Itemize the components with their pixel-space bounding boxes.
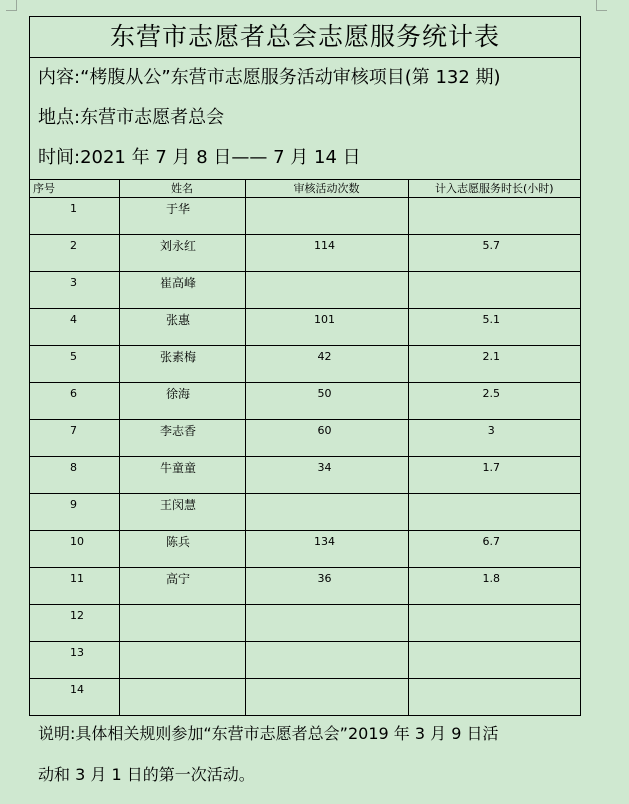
row-name-cell[interactable] bbox=[119, 531, 245, 568]
row-hours-cell[interactable] bbox=[408, 457, 580, 494]
content-line[interactable]: 内容:“栲腹从公”东营市志愿服务活动审核项目(第 132 期) bbox=[38, 67, 501, 88]
row-name-cell-text: 张素梅 bbox=[159, 350, 196, 364]
page-corner-mark-right bbox=[596, 0, 607, 11]
row-count-cell-text: 134 bbox=[314, 535, 335, 548]
row-name-cell[interactable] bbox=[119, 420, 245, 457]
row-index-cell[interactable] bbox=[30, 457, 119, 494]
row-hours-cell-text bbox=[409, 272, 581, 275]
header-name[interactable]: 姓名 bbox=[119, 180, 245, 198]
row-index-cell[interactable] bbox=[30, 642, 119, 679]
header-service-hours[interactable]: 计入志愿服务时长(小时) bbox=[408, 180, 580, 198]
row-index-cell-text: 2 bbox=[70, 239, 77, 252]
row-count-cell-text: 50 bbox=[317, 387, 332, 400]
row-index-cell[interactable] bbox=[30, 309, 119, 346]
table-row bbox=[30, 420, 580, 457]
row-index-cell-text: 12 bbox=[70, 609, 84, 622]
table-row bbox=[30, 198, 580, 235]
row-name-cell-text bbox=[120, 642, 245, 645]
row-index-cell-text: 5 bbox=[70, 350, 77, 363]
row-hours-cell-text: 1.7 bbox=[482, 461, 500, 474]
row-count-cell-text: 60 bbox=[317, 424, 332, 437]
row-hours-cell-text: 3 bbox=[487, 424, 495, 437]
row-hours-cell[interactable] bbox=[408, 235, 580, 272]
row-name-cell-text: 牛童童 bbox=[159, 461, 196, 475]
row-hours-cell[interactable] bbox=[408, 642, 580, 679]
row-count-cell-text bbox=[246, 494, 408, 497]
row-hours-cell-text bbox=[409, 605, 581, 608]
row-index-cell-text: 4 bbox=[70, 313, 77, 326]
row-name-cell[interactable] bbox=[119, 309, 245, 346]
row-name-cell[interactable] bbox=[119, 235, 245, 272]
row-name-cell-text bbox=[120, 679, 245, 682]
note-line-1[interactable]: 说明:具体相关规则参加“东营市志愿者总会”2019 年 3 月 9 日活 bbox=[38, 724, 499, 743]
row-hours-cell-text bbox=[409, 494, 581, 497]
row-index-cell-text: 13 bbox=[70, 646, 84, 659]
header-review-count[interactable]: 审核活动次数 bbox=[245, 180, 408, 198]
location-line[interactable]: 地点:东营市志愿者总会 bbox=[38, 107, 225, 128]
time-line[interactable]: 时间:2021 年 7 月 8 日—— 7 月 14 日 bbox=[38, 147, 361, 168]
row-name-cell[interactable] bbox=[119, 272, 245, 309]
row-hours-cell[interactable] bbox=[408, 568, 580, 605]
table-row bbox=[30, 605, 580, 642]
row-index-cell-text: 9 bbox=[70, 498, 77, 511]
row-count-cell[interactable] bbox=[245, 642, 408, 679]
row-index-cell[interactable] bbox=[30, 568, 119, 605]
row-count-cell-text bbox=[246, 642, 408, 645]
row-count-cell-text: 42 bbox=[317, 350, 332, 363]
row-hours-cell[interactable] bbox=[408, 679, 580, 716]
row-hours-cell-text: 1.8 bbox=[482, 572, 500, 585]
row-count-cell-text: 36 bbox=[317, 572, 332, 585]
row-count-cell[interactable] bbox=[245, 346, 408, 383]
row-count-cell[interactable] bbox=[245, 383, 408, 420]
page-corner-mark-left bbox=[6, 0, 17, 11]
row-index-cell-text: 10 bbox=[70, 535, 84, 548]
row-hours-cell[interactable] bbox=[408, 272, 580, 309]
table-row bbox=[30, 494, 580, 531]
table-row bbox=[30, 679, 580, 716]
row-index-cell[interactable] bbox=[30, 605, 119, 642]
row-index-cell[interactable] bbox=[30, 346, 119, 383]
row-hours-cell-text: 2.5 bbox=[482, 387, 500, 400]
row-hours-cell-text: 5.7 bbox=[482, 239, 500, 252]
row-hours-cell[interactable] bbox=[408, 198, 580, 235]
row-name-cell-text: 崔高峰 bbox=[159, 276, 196, 290]
table-row bbox=[30, 272, 580, 309]
table-row bbox=[30, 457, 580, 494]
row-index-cell[interactable] bbox=[30, 235, 119, 272]
row-count-cell-text: 101 bbox=[314, 313, 335, 326]
row-index-cell[interactable] bbox=[30, 420, 119, 457]
row-name-cell[interactable] bbox=[119, 642, 245, 679]
row-hours-cell-text: 2.1 bbox=[482, 350, 500, 363]
row-count-cell[interactable] bbox=[245, 457, 408, 494]
row-count-cell-text bbox=[246, 679, 408, 682]
row-name-cell-text: 李志香 bbox=[159, 424, 196, 438]
row-count-cell[interactable] bbox=[245, 568, 408, 605]
row-index-cell-text: 14 bbox=[70, 683, 84, 696]
row-hours-cell-text bbox=[409, 642, 581, 645]
table-row bbox=[30, 642, 580, 679]
row-name-cell-text bbox=[120, 605, 245, 608]
row-name-cell-text: 徐海 bbox=[165, 387, 190, 401]
row-name-cell-text: 于华 bbox=[165, 202, 190, 216]
row-index-cell-text: 3 bbox=[70, 276, 77, 289]
row-index-cell-text: 1 bbox=[70, 202, 77, 215]
table-row bbox=[30, 235, 580, 272]
row-name-cell[interactable] bbox=[119, 679, 245, 716]
row-index-cell-text: 7 bbox=[70, 424, 77, 437]
header-index[interactable]: 序号 bbox=[30, 180, 119, 198]
statistics-form bbox=[29, 16, 581, 716]
row-name-cell-text: 刘永红 bbox=[159, 239, 196, 253]
table-row bbox=[30, 309, 580, 346]
row-hours-cell-text: 6.7 bbox=[482, 535, 500, 548]
row-index-cell[interactable] bbox=[30, 494, 119, 531]
note-line-2[interactable]: 动和 3 月 1 日的第一次活动。 bbox=[38, 765, 255, 784]
row-count-cell-text bbox=[246, 272, 408, 275]
row-name-cell[interactable] bbox=[119, 605, 245, 642]
row-count-cell-text: 114 bbox=[314, 239, 335, 252]
row-hours-cell-text bbox=[409, 679, 581, 682]
row-name-cell[interactable] bbox=[119, 346, 245, 383]
row-count-cell[interactable] bbox=[245, 420, 408, 457]
row-hours-cell[interactable] bbox=[408, 605, 580, 642]
row-index-cell[interactable] bbox=[30, 272, 119, 309]
row-count-cell[interactable] bbox=[245, 198, 408, 235]
row-count-cell-text: 34 bbox=[317, 461, 332, 474]
row-name-cell[interactable] bbox=[119, 383, 245, 420]
row-index-cell[interactable] bbox=[30, 383, 119, 420]
volunteer-table bbox=[30, 179, 580, 715]
row-count-cell[interactable] bbox=[245, 531, 408, 568]
row-index-cell-text: 11 bbox=[70, 572, 84, 585]
row-count-cell[interactable] bbox=[245, 679, 408, 716]
row-name-cell[interactable] bbox=[119, 568, 245, 605]
row-count-cell[interactable] bbox=[245, 235, 408, 272]
row-name-cell[interactable] bbox=[119, 457, 245, 494]
row-count-cell[interactable] bbox=[245, 605, 408, 642]
row-hours-cell[interactable] bbox=[408, 309, 580, 346]
row-count-cell-text bbox=[246, 198, 408, 201]
row-hours-cell[interactable] bbox=[408, 531, 580, 568]
row-count-cell-text bbox=[246, 605, 408, 608]
row-hours-cell[interactable] bbox=[408, 494, 580, 531]
row-hours-cell-text: 5.1 bbox=[482, 313, 500, 326]
row-count-cell[interactable] bbox=[245, 309, 408, 346]
row-name-cell[interactable] bbox=[119, 198, 245, 235]
row-hours-cell-text bbox=[409, 198, 581, 201]
row-count-cell[interactable] bbox=[245, 272, 408, 309]
row-name-cell-text: 陈兵 bbox=[165, 535, 190, 549]
row-name-cell[interactable] bbox=[119, 494, 245, 531]
row-hours-cell[interactable] bbox=[408, 420, 580, 457]
row-index-cell[interactable] bbox=[30, 198, 119, 235]
table-header-row bbox=[30, 180, 580, 198]
row-count-cell[interactable] bbox=[245, 494, 408, 531]
form-title[interactable]: 东营市志愿者总会志愿服务统计表 bbox=[30, 17, 580, 58]
table-row bbox=[30, 531, 580, 568]
row-name-cell-text: 张惠 bbox=[165, 313, 190, 327]
table-row bbox=[30, 568, 580, 605]
row-index-cell[interactable] bbox=[30, 679, 119, 716]
row-name-cell-text: 王闵慧 bbox=[159, 498, 196, 512]
table-row bbox=[30, 383, 580, 420]
row-hours-cell[interactable] bbox=[408, 346, 580, 383]
row-index-cell-text: 6 bbox=[70, 387, 77, 400]
row-name-cell-text: 高宁 bbox=[165, 572, 190, 586]
row-index-cell-text: 8 bbox=[70, 461, 77, 474]
row-index-cell[interactable] bbox=[30, 531, 119, 568]
row-hours-cell[interactable] bbox=[408, 383, 580, 420]
table-row bbox=[30, 346, 580, 383]
